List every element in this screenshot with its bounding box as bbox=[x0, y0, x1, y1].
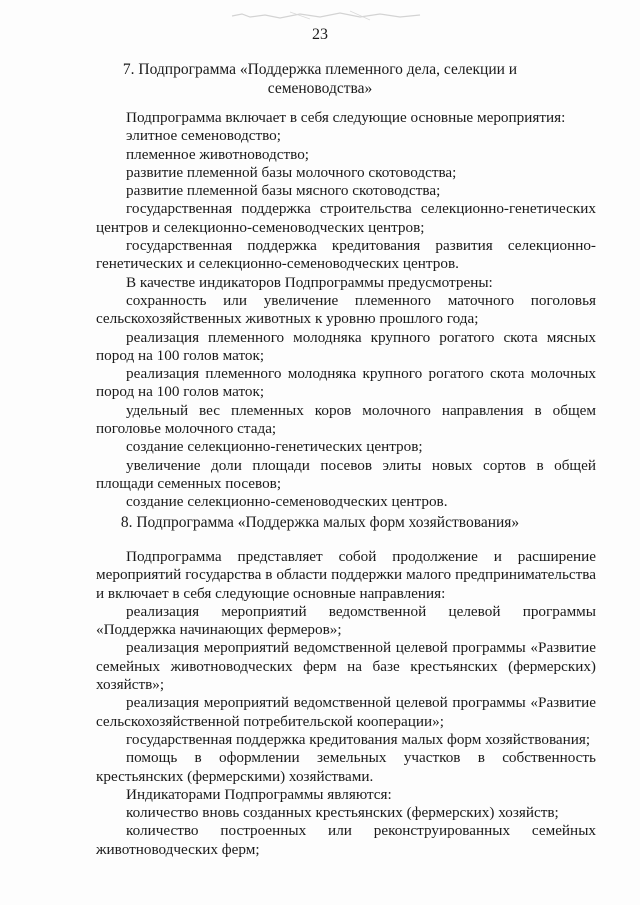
list-item: развитие племенной базы мясного скотоводства; bbox=[126, 182, 441, 200]
section-7-heading bbox=[0, 60, 640, 98]
list-item: создание селекционно-генетических центров; bbox=[126, 438, 423, 456]
section-7-body bbox=[96, 109, 596, 512]
list-item: реализация племенного молодняка крупного рогатого скота мясных пород на 100 голов маток; bbox=[96, 328, 596, 364]
list-item: реализация мероприятий ведомственной целевой программы «Развитие сельскохозяйственной потребительской кооперации»; bbox=[96, 694, 596, 730]
paragraph: Индикаторами Подпрограммы являются: bbox=[126, 785, 392, 803]
list-item: элитное семеноводство; bbox=[126, 127, 281, 145]
list-item: развитие племенной базы молочного скотоводства; bbox=[126, 163, 457, 181]
section-7-heading-line1: 7. Подпрограмма «Поддержка племенного дела, селекции и bbox=[122, 61, 518, 78]
list-item: государственная поддержка кредитования развития селекционно-генетических и селекционно-семеноводческих центров. bbox=[96, 237, 596, 273]
list-item: реализация мероприятий ведомственной целевой программы «Развитие семейных животноводческих ферм на базе крестьянских (фермерских) хозяйств»; bbox=[96, 639, 596, 694]
paragraph: Подпрограмма включает в себя следующие основные мероприятия: bbox=[126, 109, 566, 126]
list-item: государственная поддержка кредитования малых форм хозяйствования; bbox=[126, 730, 591, 748]
list-item: помощь в оформлении земельных участков в собственность крестьянских (фермерскими) хозяйствами. bbox=[96, 749, 596, 785]
list-item: количество построенных или реконструированных семейных животноводческих ферм; bbox=[96, 822, 596, 858]
list-item: удельный вес племенных коров молочного направления в общем поголовье молочного стада; bbox=[96, 401, 596, 438]
list-item: реализация мероприятий ведомственной целевой программы «Поддержка начинающих фермеров»; bbox=[96, 602, 596, 639]
list-item: создание селекционно-семеноводческих центров. bbox=[126, 493, 448, 511]
list-item: племенное животноводство; bbox=[126, 145, 310, 163]
section-8-body bbox=[96, 548, 596, 859]
list-item: увеличение доли площади посевов элиты новых сортов в общей площади семенных посевов; bbox=[96, 456, 596, 492]
section-7-heading-line2: семеноводства» bbox=[267, 80, 373, 97]
list-item: государственная поддержка строительства селекционно-генетических центров и селекционно-семеноводческих центров; bbox=[96, 200, 596, 236]
paragraph: Подпрограмма представляет собой продолжение и расширение мероприятий государства в области поддержки малого предпринимательства и включает в себя следующие основные направления: bbox=[96, 548, 596, 602]
paragraph: В качестве индикаторов Подпрограммы предусмотрены: bbox=[126, 273, 493, 291]
list-item: количество вновь созданных крестьянских (фермерских) хозяйств; bbox=[126, 804, 559, 822]
list-item: сохранность или увеличение племенного маточного поголовья сельскохозяйственных животных к уровню прошлого года; bbox=[96, 291, 596, 328]
section-8-heading: 8. Подпрограмма «Поддержка малых форм хозяйствования» bbox=[120, 514, 520, 531]
list-item: реализация племенного молодняка крупного рогатого скота молочных пород на 100 голов маток; bbox=[96, 365, 596, 401]
page-number: 23 bbox=[312, 26, 328, 43]
scan-artifact bbox=[230, 8, 430, 22]
